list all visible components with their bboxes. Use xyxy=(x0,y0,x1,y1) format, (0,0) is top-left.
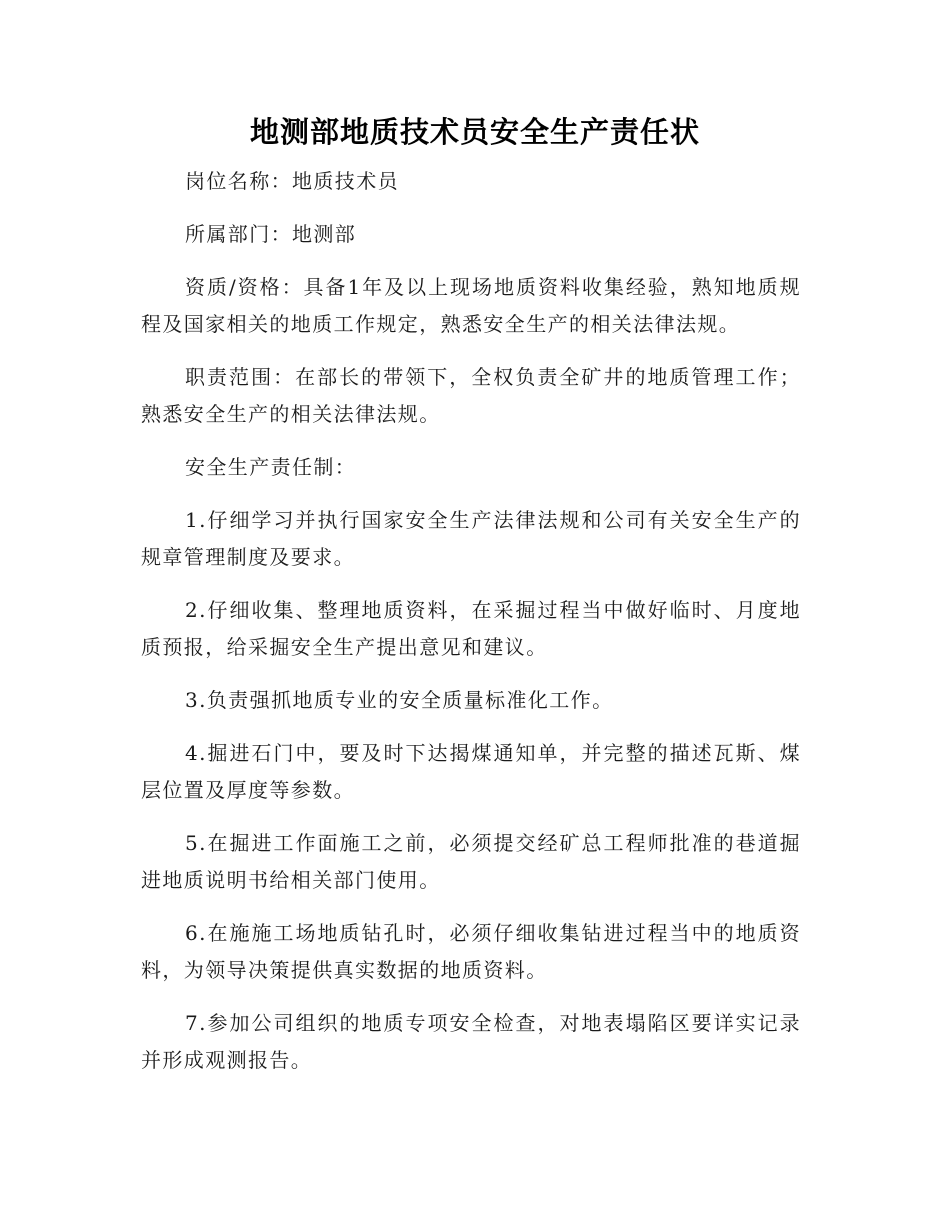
duty-item-4: 4.掘进石门中，要及时下达揭煤通知单，并完整的描述瓦斯、煤层位置及厚度等参数。 xyxy=(141,741,801,802)
duty-item-2: 2.仔细收集、整理地质资料，在采掘过程当中做好临时、月度地质预报，给采掘安全生产提出意见和建议。 xyxy=(141,598,801,659)
duty-item-7: 7.参加公司组织的地质专项安全检查，对地表塌陷区要详实记录并形成观测报告。 xyxy=(141,1011,801,1072)
duty-item-5: 5.在掘进工作面施工之前，必须提交经矿总工程师批准的巷道掘进地质说明书给相关部门使用。 xyxy=(141,831,801,892)
document-body xyxy=(141,163,801,1095)
duty-item-3: 3.负责强抓地质专业的安全质量标准化工作。 xyxy=(185,688,614,712)
duty-item-6: 6.在施施工场地质钻孔时，必须仔细收集钻进过程当中的地质资料，为领导决策提供真实数据的地质资料。 xyxy=(141,921,801,982)
document-title: 地测部地质技术员安全生产责任状 xyxy=(249,115,700,149)
field-department: 所属部门：地测部 xyxy=(185,222,357,246)
field-position-name: 岗位名称：地质技术员 xyxy=(185,169,399,193)
duty-item-1: 1.仔细学习并执行国家安全生产法律法规和公司有关安全生产的规章管理制度及要求。 xyxy=(141,508,801,569)
field-qualification: 资质/资格：具备1年及以上现场地质资料收集经验，熟知地质规程及国家相关的地质工作规定，熟悉安全生产的相关法律法规。 xyxy=(141,275,801,336)
section-heading-safety-duty: 安全生产责任制： xyxy=(185,455,357,479)
field-responsibility-scope: 职责范围：在部长的带领下，全权负责全矿井的地质管理工作；熟悉安全生产的相关法律法规。 xyxy=(141,365,801,426)
